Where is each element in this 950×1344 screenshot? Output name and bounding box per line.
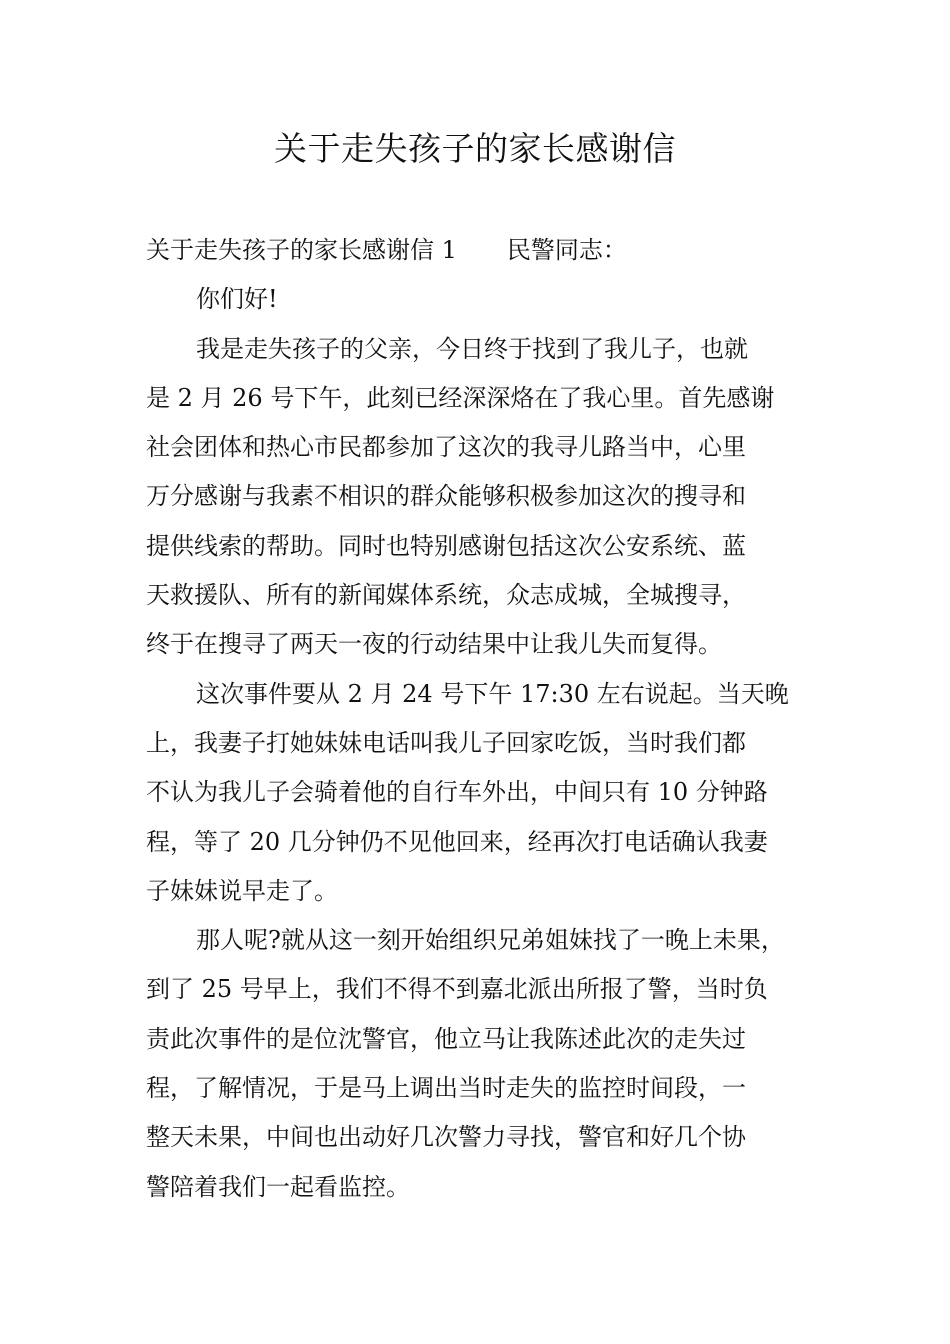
text-line: 天救援队、所有的新闻媒体系统，众志成城，全城搜寻，	[146, 581, 746, 610]
text-line: 终于在搜寻了两天一夜的行动结果中让我儿失而复得。	[146, 630, 722, 659]
text-line: 是 2 月 26 号下午，此刻已经深深烙在了我心里。首先感谢	[146, 383, 775, 412]
text-line: 到了 25 号早上，我们不得不到嘉北派出所报了警，当时负	[146, 975, 768, 1004]
document-body	[146, 226, 828, 1212]
text-line: 提供线索的帮助。同时也特别感谢包括这次公安系统、蓝	[146, 531, 746, 560]
text-line: 我是走失孩子的父亲，今日终于找到了我儿子，也就	[196, 334, 748, 363]
paragraph-3	[146, 916, 828, 1212]
paragraph-1	[146, 325, 828, 670]
text-line: 万分感谢与我素不相识的群众能够积极参加这次的搜寻和	[146, 482, 746, 511]
text-line: 整天未果，中间也出动好几次警力寻找，警官和好几个协	[146, 1123, 746, 1152]
text-line: 社会团体和热心市民都参加了这次的我寻儿路当中，心里	[146, 433, 746, 462]
heading-line	[146, 226, 828, 275]
text-line: 警陪着我们一起看监控。	[146, 1172, 410, 1201]
text-line: 程，了解情况，于是马上调出当时走失的监控时间段，一	[146, 1074, 746, 1103]
text-line: 上，我妻子打她妹妹电话叫我儿子回家吃饭，当时我们都	[146, 728, 746, 757]
salutation: 民警同志：	[506, 236, 627, 264]
text-line: 子妹妹说早走了。	[146, 876, 338, 905]
text-line: 这次事件要从 2 月 24 号下午 17:30 左右说起。当天晚	[196, 679, 789, 708]
letter-label: 关于走失孩子的家长感谢信 1	[146, 236, 457, 264]
text-line: 不认为我儿子会骑着他的自行车外出，中间只有 10 分钟路	[146, 778, 768, 807]
paragraph-2	[146, 670, 828, 916]
text-line: 程，等了 20 几分钟仍不见他回来，经再次打电话确认我妻	[146, 827, 768, 856]
text-line: 那人呢?就从这一刻开始组织兄弟姐妹找了一晚上未果，	[196, 926, 785, 955]
greeting: 你们好!	[196, 285, 278, 314]
document-title: 关于走失孩子的家长感谢信	[274, 129, 676, 168]
text-line: 责此次事件的是位沈警官，他立马让我陈述此次的走失过	[146, 1024, 746, 1053]
